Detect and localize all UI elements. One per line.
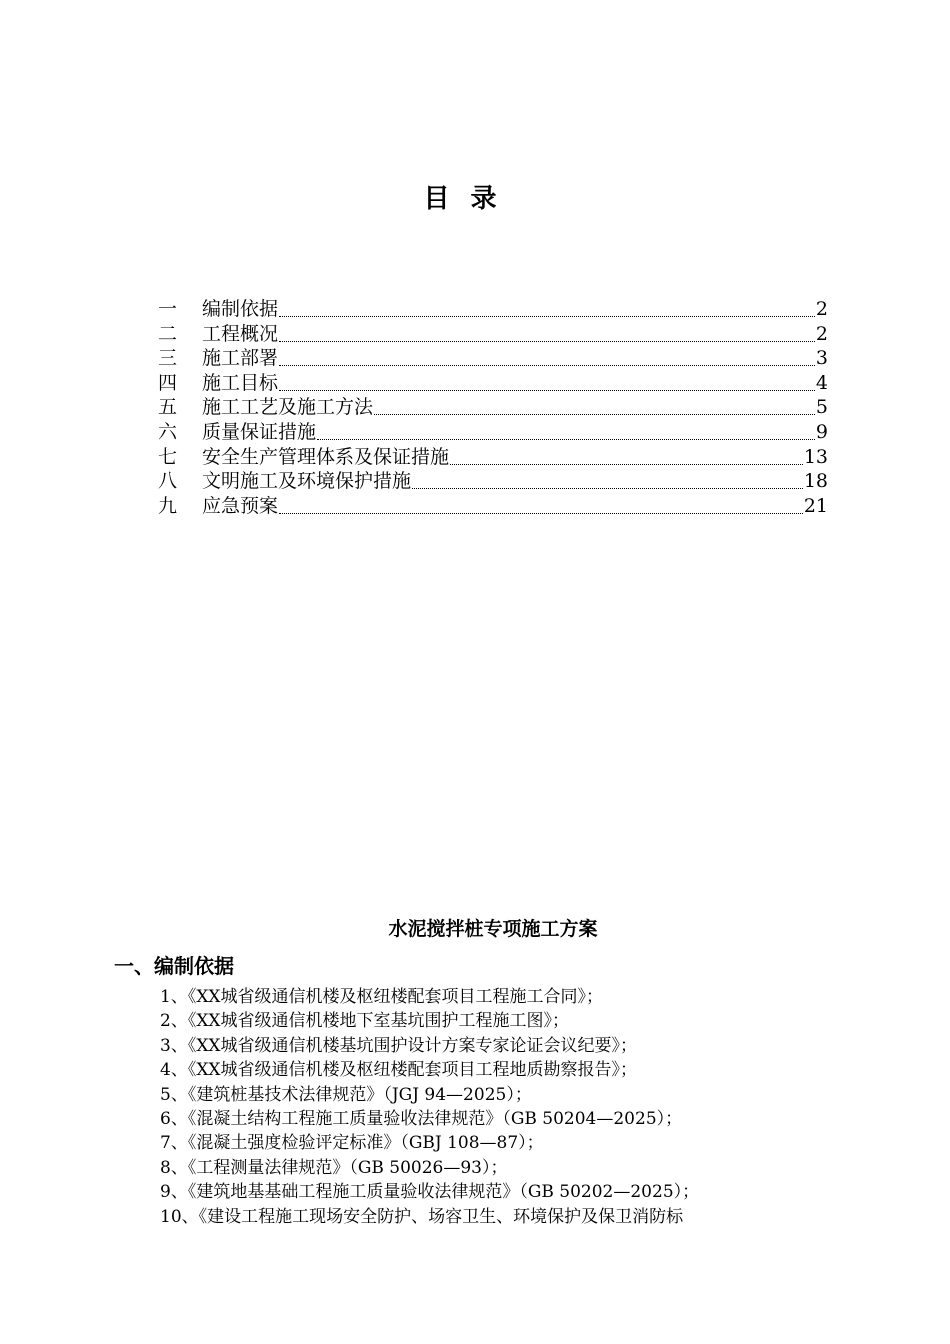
reference-item: 1、《XX城省级通信机楼及枢纽楼配套项目工程施工合同》； [160, 987, 604, 1007]
toc-entry-page: 3 [815, 347, 828, 370]
toc-entry-number: 四 [158, 371, 178, 394]
toc-entry-page: 2 [815, 322, 828, 345]
toc-entry-label: 安全生产管理体系及保证措施 [202, 445, 450, 468]
reference-item: 3、《XX城省级通信机楼基坑围护设计方案专家论证会议纪要》； [160, 1035, 638, 1056]
toc-dot-leader [279, 512, 803, 514]
toc-dot-leader [279, 389, 815, 391]
toc-title: 目 录 [423, 184, 503, 214]
toc-entry[interactable] [158, 343, 828, 368]
document-title: 水泥搅拌桩专项施工方案 [388, 918, 598, 940]
section-heading: 一、编制依据 [114, 954, 234, 978]
toc-entry-label: 工程概况 [202, 322, 279, 345]
toc-entry[interactable] [158, 491, 828, 516]
toc-entry-label: 施工部署 [202, 347, 279, 370]
toc-entry-number: 八 [158, 470, 178, 493]
toc-dot-leader [374, 413, 815, 415]
reference-item: 4、《XX城省级通信机楼及枢纽楼配套项目工程地质勘察报告》； [160, 1060, 638, 1081]
toc-entry-number: 七 [158, 445, 178, 468]
toc-entry[interactable] [158, 417, 828, 442]
toc-entry[interactable] [158, 466, 828, 491]
toc-entry-page: 2 [815, 298, 828, 320]
reference-item: 10、《建设工程施工现场安全防护、场容卫生、环境保护及保卫消防标 [160, 1206, 684, 1227]
reference-item: 2、《XX城省级通信机楼地下室基坑围护工程施工图》； [160, 1011, 570, 1032]
toc-entry[interactable] [158, 294, 828, 319]
toc-dot-leader [279, 340, 815, 342]
reference-item: 9、《建筑地基基础工程施工质量验收法律规范》（GB 50202—2025）； [160, 1182, 700, 1203]
toc-entry[interactable] [158, 442, 828, 467]
toc-dot-leader [317, 438, 815, 440]
toc-entry-label: 质量保证措施 [202, 420, 317, 443]
reference-list [160, 985, 940, 1229]
toc-entry-number: 九 [158, 494, 178, 517]
table-of-contents [158, 294, 828, 515]
toc-entry-number: 二 [158, 322, 178, 345]
toc-entry-page: 4 [815, 371, 828, 394]
toc-entry-label: 文明施工及环境保护措施 [202, 470, 412, 493]
toc-entry-number: 三 [158, 347, 178, 370]
toc-dot-leader [412, 487, 803, 489]
toc-entry-number: 五 [158, 396, 178, 419]
toc-dot-leader [279, 315, 815, 317]
toc-entry-page: 13 [803, 445, 828, 468]
toc-entry-label: 编制依据 [202, 298, 279, 320]
toc-entry[interactable] [158, 368, 828, 393]
reference-item: 5、《建筑桩基技术法律规范》（JGJ 94—2025）； [160, 1084, 532, 1105]
toc-dot-leader [450, 463, 803, 465]
toc-entry-page: 5 [815, 396, 828, 419]
toc-entry-label: 施工目标 [202, 371, 279, 394]
toc-entry-page: 9 [815, 420, 828, 443]
toc-entry-number: 六 [158, 420, 178, 443]
toc-entry-label: 应急预案 [202, 494, 279, 517]
reference-item: 7、《混凝土强度检验评定标准》（GBJ 108—87）； [160, 1133, 544, 1154]
toc-entry-number: 一 [158, 298, 178, 320]
reference-item: 6、《混凝土结构工程施工质量验收法律规范》（GB 50204—2025）； [160, 1108, 683, 1129]
toc-entry-label: 施工工艺及施工方法 [202, 396, 374, 419]
toc-dot-leader [279, 364, 815, 366]
toc-entry-page: 18 [803, 470, 828, 493]
toc-entry[interactable] [158, 392, 828, 417]
toc-entry-page: 21 [803, 494, 828, 517]
toc-entry[interactable] [158, 319, 828, 344]
reference-item: 8、《工程测量法律规范》（GB 50026—93）； [160, 1157, 508, 1178]
